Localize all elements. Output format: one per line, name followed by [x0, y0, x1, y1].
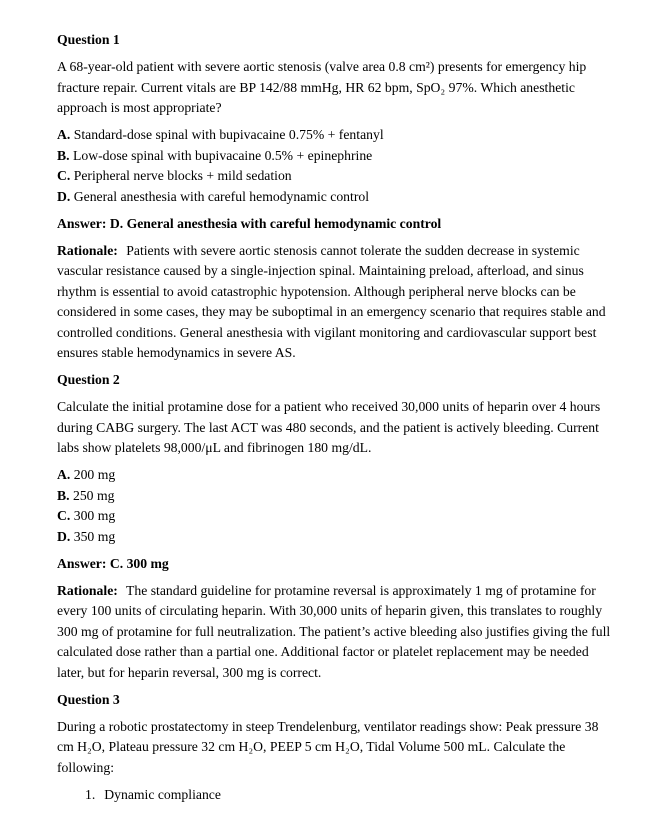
question-3-block	[57, 690, 617, 806]
question-3-stem: During a robotic prostatectomy in steep Trendelenburg, ventilator readings show: Peak pressure 38 cm H₂O, Plateau pressure 32 cm H₂O, PEEP 5 cm H₂O, Tidal Volume 500 mL. Calculate the following:	[57, 718, 599, 775]
question-1-answer: Answer: D. General anesthesia with careful hemodynamic control	[57, 215, 442, 231]
list-item-text: Dynamic compliance	[104, 786, 221, 802]
option-letter: A.	[57, 467, 71, 482]
option-text: 200 mg	[73, 467, 116, 482]
question-2-answer: Answer: C. 300 mg	[57, 555, 169, 571]
option-b	[57, 486, 617, 507]
option-text: 350 mg	[73, 528, 116, 544]
option-d	[57, 527, 617, 548]
option-c	[57, 506, 617, 527]
option-d	[57, 187, 617, 208]
option-text: Peripheral nerve blocks + mild sedation	[73, 168, 292, 183]
option-text: Standard-dose spinal with bupivacaine 0.75% + fentanyl	[73, 127, 384, 142]
question-1-stem: A 68-year-old patient with severe aortic stenosis (valve area 0.8 cm²) presents for emergency hip fracture repair. Current vitals are BP 142/88 mmHg, HR 62 bpm, SpO₂ 97%. Which anesthetic approach is most appropriate?	[57, 59, 587, 115]
option-a	[57, 125, 617, 146]
question-3-heading: Question 3	[57, 691, 120, 707]
question-2-heading: Question 2	[57, 372, 120, 387]
option-a	[57, 465, 617, 486]
option-letter: B.	[57, 147, 70, 163]
question-1-block	[57, 30, 617, 364]
option-letter: D.	[57, 528, 71, 544]
option-text: General anesthesia with careful hemodynamic control	[73, 188, 370, 204]
list-item-number: 1.	[85, 786, 96, 802]
question-1-options	[57, 125, 617, 207]
question-2-rationale	[57, 581, 617, 684]
question-1-rationale	[57, 241, 617, 364]
rationale-label: Rationale:	[57, 242, 118, 258]
option-letter: D.	[57, 188, 71, 204]
rationale-text: Patients with severe aortic stenosis cannot tolerate the sudden decrease in systemic vascular resistance caused by a single-injection spinal. Maintaining preload, afterload, and sinus rhythm is essential to avoid catastrophic hypotension. Although peripheral nerve blocks can be considered in some cases, they may be suboptimal in an emergency scenario that requires stable and controlled conditions. General anesthesia with vigilant monitoring and cardiovascular support best ensures stable hemodynamics in severe AS.	[57, 242, 606, 360]
option-b	[57, 146, 617, 167]
option-text: 300 mg	[73, 508, 116, 523]
option-letter: C.	[57, 508, 71, 523]
question-2-block	[57, 370, 617, 683]
question-2-options	[57, 465, 617, 547]
option-letter: C.	[57, 168, 71, 183]
rationale-text: The standard guideline for protamine reversal is approximately 1 mg of protamine for every 100 units of circulating heparin. With 30,000 units of heparin given, this translates to roughly 300 mg of protamine for full neutralization. The patient’s active bleeding also justifies giving the full calculated dose rather than a partial one. Additional factor or platelet replacement may be needed later, but for heparin reversal, 300 mg is correct.	[57, 582, 611, 680]
option-letter: A.	[57, 127, 71, 142]
option-text: 250 mg	[72, 487, 115, 503]
option-c	[57, 166, 617, 187]
rationale-label: Rationale:	[57, 582, 118, 598]
numbered-list-item	[57, 785, 617, 806]
option-text: Low-dose spinal with bupivacaine 0.5% + epinephrine	[72, 147, 373, 163]
question-1-heading: Question 1	[57, 32, 120, 47]
question-2-stem: Calculate the initial protamine dose for a patient who received 30,000 units of heparin over 4 hours during CABG surgery. The last ACT was 480 seconds, and the patient is actively bleeding. Current labs show platelets 98,000/μL and fibrinogen 180 mg/dL.	[57, 399, 601, 455]
option-letter: B.	[57, 487, 70, 503]
